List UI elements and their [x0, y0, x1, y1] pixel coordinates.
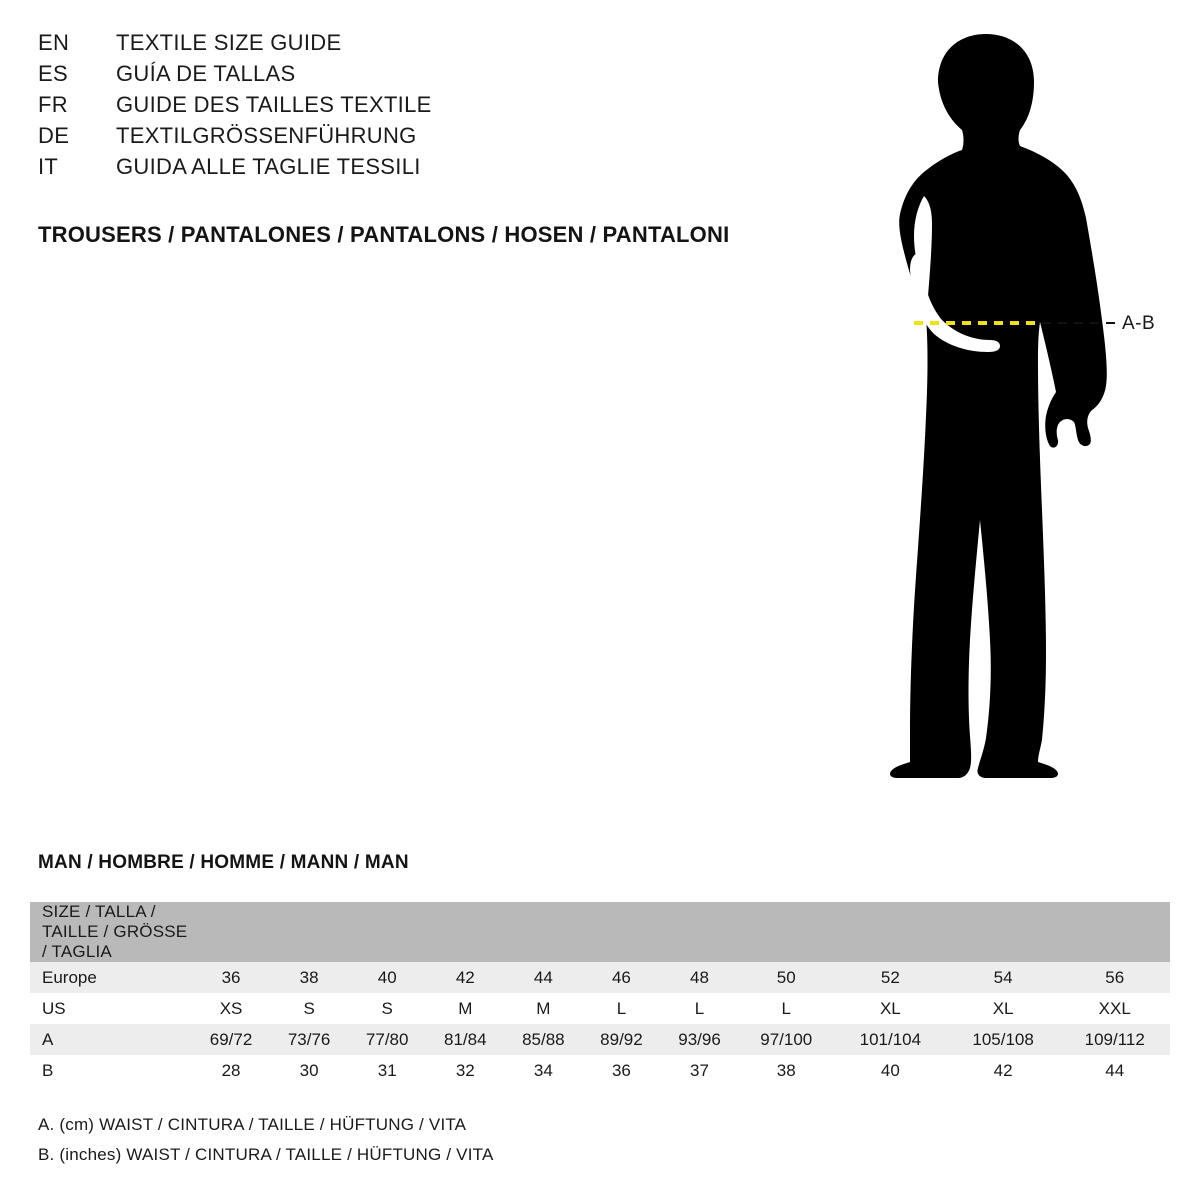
- language-text: TEXTILE SIZE GUIDE: [116, 30, 342, 55]
- table-cell: 48: [660, 962, 738, 993]
- table-cell: XS: [192, 993, 270, 1024]
- measure-label-ab: A-B: [1122, 313, 1156, 334]
- language-code: FR: [38, 92, 68, 117]
- table-cell: 52: [834, 962, 947, 993]
- table-cell: 44: [504, 962, 582, 993]
- table-cell: 34: [504, 1055, 582, 1086]
- garment-type-title: TROUSERS / PANTALONES / PANTALONS / HOSEN / PANTALONI: [38, 222, 730, 247]
- table-cell: 97/100: [739, 1024, 834, 1055]
- table-row: [30, 962, 1170, 993]
- table-cell: XL: [947, 993, 1060, 1024]
- table-section-title: MAN / HOMBRE / HOMME / MANN / MAN: [38, 852, 409, 873]
- table-cell: 46: [582, 962, 660, 993]
- table-cell: S: [270, 993, 348, 1024]
- table-head-spacer: [947, 902, 1060, 962]
- language-text: GUIDE DES TAILLES TEXTILE: [116, 92, 432, 117]
- footnotes-block: [38, 1110, 494, 1170]
- language-header-block: [38, 30, 798, 185]
- table-cell: 40: [834, 1055, 947, 1086]
- table-cell: 56: [1060, 962, 1171, 993]
- language-row: [38, 61, 798, 92]
- size-table: [30, 902, 1170, 1086]
- table-cell: 38: [270, 962, 348, 993]
- table-cell: 36: [582, 1055, 660, 1086]
- man-silhouette-icon: [790, 20, 1190, 810]
- table-cell: M: [426, 993, 504, 1024]
- table-head-spacer: [504, 902, 582, 962]
- row-label: A: [30, 1024, 192, 1055]
- language-text: TEXTILGRÖSSENFÜHRUNG: [116, 123, 417, 148]
- table-head-spacer: [348, 902, 426, 962]
- language-text: GUIDA ALLE TAGLIE TESSILI: [116, 154, 421, 179]
- table-head-spacer: [582, 902, 660, 962]
- table-cell: 77/80: [348, 1024, 426, 1055]
- table-row: [30, 1055, 1170, 1086]
- table-cell: L: [660, 993, 738, 1024]
- table-cell: 30: [270, 1055, 348, 1086]
- row-label: Europe: [30, 962, 192, 993]
- table-head-spacer: [192, 902, 270, 962]
- table-head-spacer: [834, 902, 947, 962]
- table-cell: 32: [426, 1055, 504, 1086]
- table-cell: 89/92: [582, 1024, 660, 1055]
- table-cell: 38: [739, 1055, 834, 1086]
- table-cell: L: [739, 993, 834, 1024]
- row-label: B: [30, 1055, 192, 1086]
- language-code: IT: [38, 154, 59, 179]
- table-head-spacer: [739, 902, 834, 962]
- table-cell: 40: [348, 962, 426, 993]
- table-cell: S: [348, 993, 426, 1024]
- table-cell: 44: [1060, 1055, 1171, 1086]
- language-text: GUÍA DE TALLAS: [116, 61, 296, 86]
- table-cell: 28: [192, 1055, 270, 1086]
- row-label: US: [30, 993, 192, 1024]
- table-head-spacer: [270, 902, 348, 962]
- table-cell: 93/96: [660, 1024, 738, 1055]
- language-code: EN: [38, 30, 70, 55]
- footnote-a: A. (cm) WAIST / CINTURA / TAILLE / HÜFTUNG / VITA: [38, 1115, 467, 1134]
- table-cell: XXL: [1060, 993, 1171, 1024]
- language-code: ES: [38, 61, 68, 86]
- table-cell: 36: [192, 962, 270, 993]
- table-cell: 54: [947, 962, 1060, 993]
- table-cell: L: [582, 993, 660, 1024]
- table-cell: 105/108: [947, 1024, 1060, 1055]
- language-row: [38, 123, 798, 154]
- figure-area: [790, 20, 1190, 810]
- table-head-spacer: [426, 902, 504, 962]
- language-row: [38, 92, 798, 123]
- table-cell: 31: [348, 1055, 426, 1086]
- table-cell: 101/104: [834, 1024, 947, 1055]
- table-cell: 85/88: [504, 1024, 582, 1055]
- table-cell: M: [504, 993, 582, 1024]
- table-cell: 50: [739, 962, 834, 993]
- language-row: [38, 154, 798, 185]
- footnote-b: B. (inches) WAIST / CINTURA / TAILLE / HÜFTUNG / VITA: [38, 1145, 494, 1164]
- table-cell: 37: [660, 1055, 738, 1086]
- table-cell: 69/72: [192, 1024, 270, 1055]
- table-row: [30, 993, 1170, 1024]
- language-row: [38, 30, 798, 61]
- table-head-spacer: [660, 902, 738, 962]
- table-head-spacer: [1060, 902, 1171, 962]
- table-head-label: SIZE / TALLA / TAILLE / GRÖSSE / TAGLIA: [30, 902, 192, 962]
- language-code: DE: [38, 123, 70, 148]
- table-cell: 109/112: [1060, 1024, 1171, 1055]
- table-cell: 42: [426, 962, 504, 993]
- table-cell: XL: [834, 993, 947, 1024]
- table-row: [30, 1024, 1170, 1055]
- table-cell: 81/84: [426, 1024, 504, 1055]
- table-cell: 42: [947, 1055, 1060, 1086]
- table-head-row: [30, 902, 1170, 962]
- table-cell: 73/76: [270, 1024, 348, 1055]
